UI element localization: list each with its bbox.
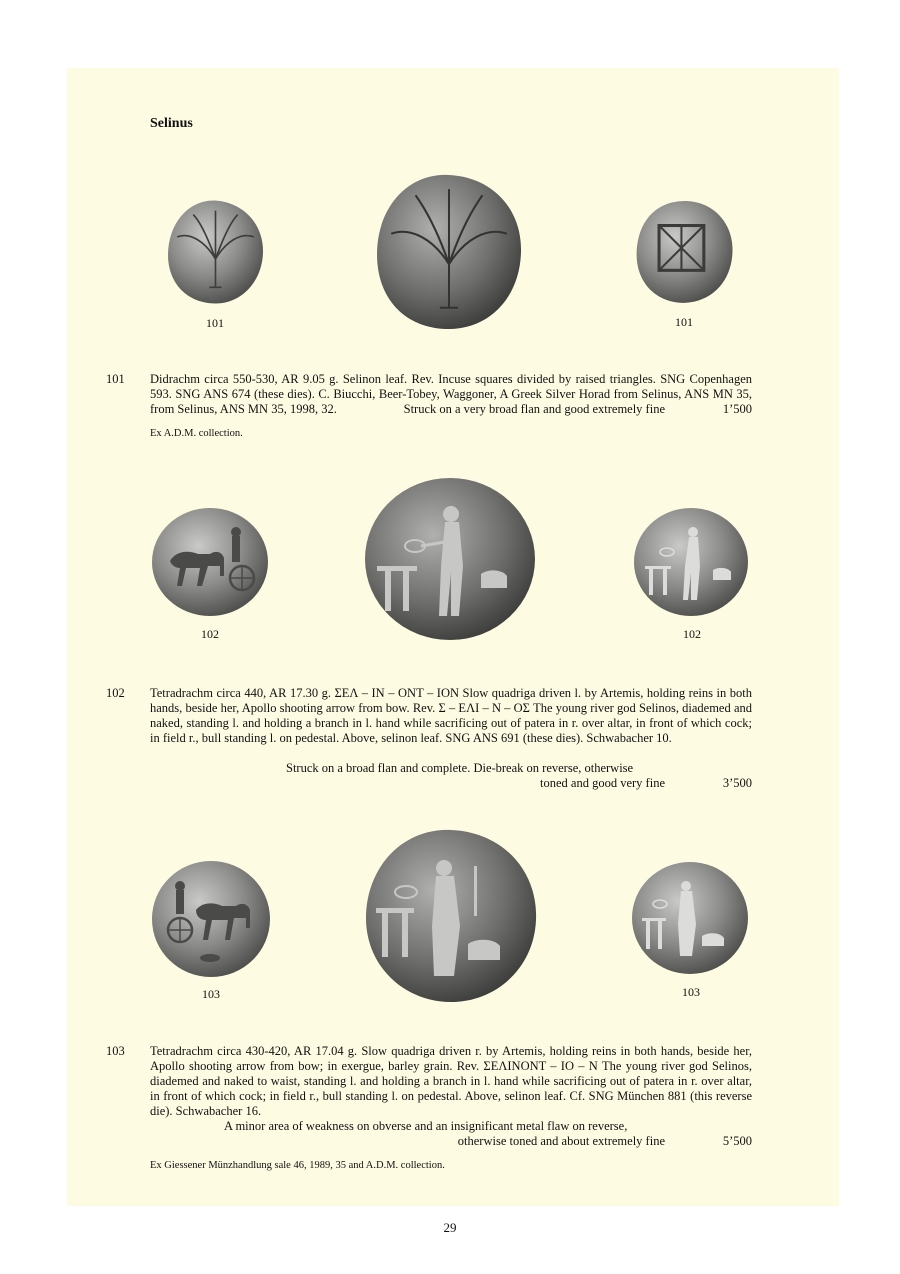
coin-label: 102 [683,627,701,641]
lot-description: Didrachm circa 550-530, AR 9.05 g. Selinon leaf. Rev. Incuse squares divided by raised triangles. SNG Copenhagen 593. SNG ANS 674 (these dies). C. Biucchi, Beer-Tobey, Waggoner, A Greek Silver Horad from Selinus, ANS MN 35, [150,372,752,401]
coin-101-reverse [633,197,736,307]
lot-condition: Struck on a broad flan and complete. Die-break on reverse, otherwise [286,761,634,775]
coin-102-obverse [150,506,270,618]
lot-provenance: Ex A.D.M. collection. [150,428,243,439]
coin-102-reverse [633,506,750,618]
lot-condition: toned and good very fine [540,776,665,790]
coin-label: 101 [206,316,224,330]
lot-price: 1’500 [722,402,752,416]
coin-101-obverse [165,196,266,308]
coin-label: 103 [682,985,700,999]
coin-label: 103 [202,987,220,1001]
lot-condition: A minor area of weakness on obverse and an insignificant metal flaw on reverse, [224,1119,628,1133]
lot-condition: otherwise toned and about extremely fine [457,1134,665,1148]
page-number: 29 [443,1220,457,1235]
lot-number: 101 [106,372,125,386]
coin-103-enlarged [362,826,540,1006]
lot-price: 5’500 [722,1134,752,1148]
coin-103-reverse [630,860,750,977]
lot-description: Tetradrachm circa 440, AR 17.30 g. ΣΕΛ – ΙΝ – ΟΝΤ – ΙΟΝ Slow quadriga driven l. by Artemis, holding reins in both hands, beside her, Apollo shooting arrow from bow. Rev. Σ – ΕΛΙ – Ν – ΟΣ The young river god Selinos, diademed and naked, standing l. and holding a branch in l. hand while sacrificing out of patera in r. over altar, in front of which cock; in field r., bull standing l. on pedestal. Above, selinon leaf. SNG ANS 691 (these dies). Schwabacher 10. [150,686,752,745]
section-title: Selinus [150,116,193,131]
coin-label: 101 [675,315,693,329]
coin-103-obverse [150,858,272,980]
coin-101-enlarged [373,170,525,334]
lot-number: 103 [106,1044,125,1058]
coin-label: 102 [201,627,219,641]
coin-102-enlarged [363,476,538,642]
lot-price: 3’500 [722,776,752,790]
lot-description-tail: from Selinus, ANS MN 35, 1998, 32. [150,402,337,416]
lot-description: Tetradrachm circa 430-420, AR 17.04 g. Slow quadriga driven r. by Artemis, holding reins in both hands, beside her, Apollo shooting arrow from bow; in exergue, barley grain. Rev. ΣΕΛΙΝΟΝΤ – ΙΟ – Ν The young river god Selinos, diademed and naked to waist, standing l. and holding a branch in l. hand while sacrificing out of patera in r. over altar, in front of which cock; in field r., bull standing l. on pedestal. Above, selinon leaf. Cf. SNG München 881 (this reverse die). Schwabacher 16. [150,1044,752,1118]
lot-condition: Struck on a very broad flan and good extremely fine [403,402,665,416]
lot-number: 102 [106,686,125,700]
lot-provenance: Ex Giessener Münzhandlung sale 46, 1989, 35 and A.D.M. collection. [150,1160,445,1171]
